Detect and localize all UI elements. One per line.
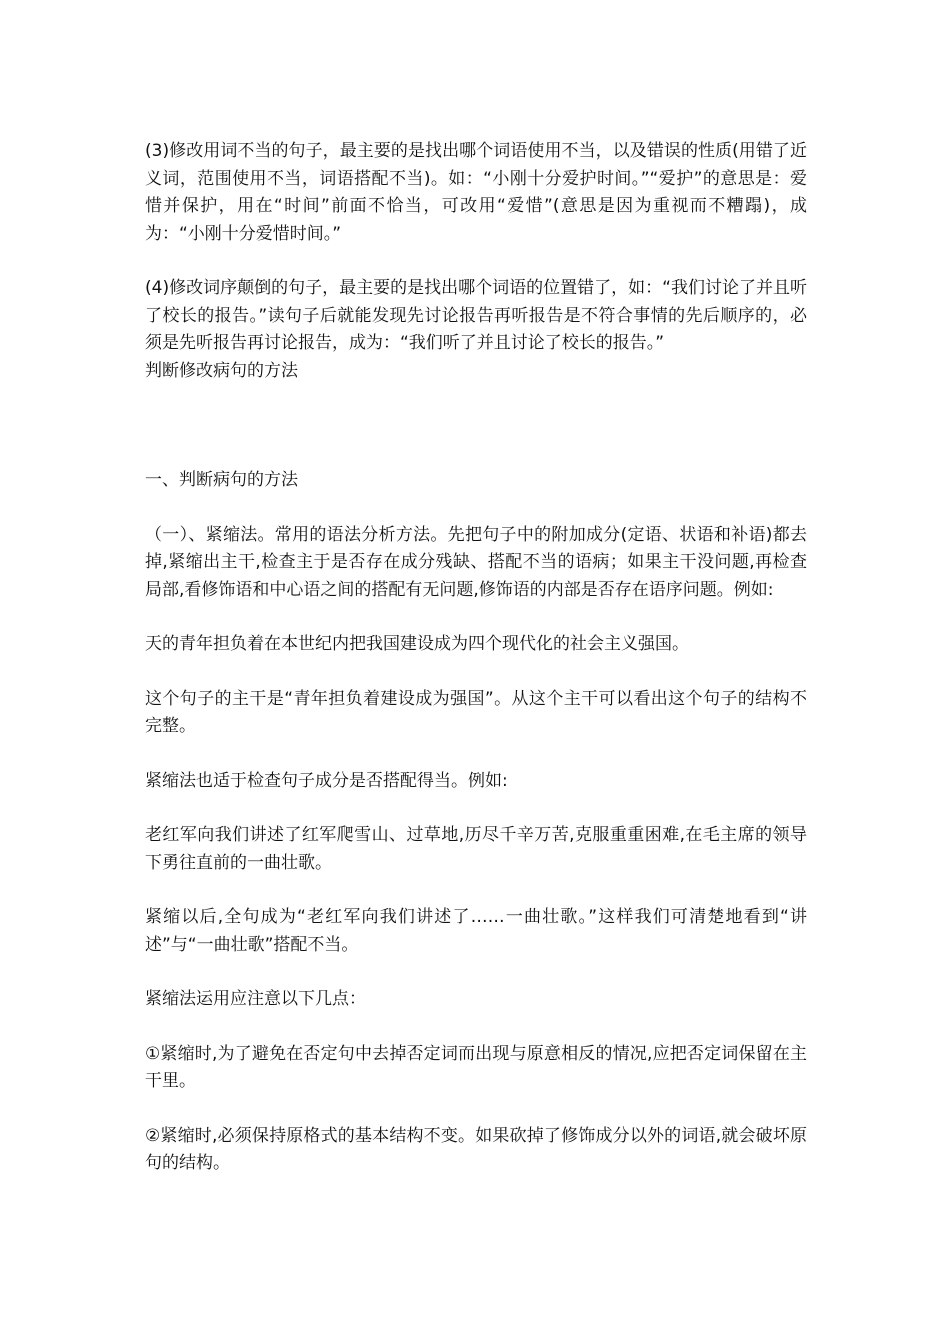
paragraph-analysis-2: 紧缩以后,全句成为“老红军向我们讲述了……一曲壮歌。”这样我们可清楚地看到“讲述”与“一曲壮歌”搭配不当。 (145, 907, 807, 955)
document-page (145, 138, 807, 1178)
paragraph-condense-method: （一）、紧缩法。常用的语法分析方法。先把句子中的附加成分(定语、状语和补语)都去掉,紧缩出主干,检查主于是否存在成分残缺、搭配不当的语病；如果主干没问题,再检查局部,看修饰语和中心语之间的搭配有无问题,修饰语的内部是否存在语序问题。例如: (145, 524, 807, 600)
paragraph-example-1: 天的青年担负着在本世纪内把我国建设成为四个现代化的社会主义强国。 (145, 634, 689, 654)
section-heading-methods: 判断修改病句的方法 (145, 360, 298, 381)
paragraph-notes-heading: 紧缩法运用应注意以下几点： (145, 989, 366, 1009)
paragraph-note-2: ②紧缩时,必须保持原格式的基本结构不变。如果砍掉了修饰成分以外的词语,就会破坏原句的结构。 (145, 1125, 807, 1173)
paragraph-word-order: (4)修改词序颠倒的句子，最主要的是找出哪个词语的位置错了，如：“我们讨论了并且听了校长的报告。”读句子后就能发现先讨论报告再听报告是不符合事情的先后顺序的，必须是先听报告再讨论报告，成为：“我们听了并且讨论了校长的报告。” (145, 278, 807, 353)
section-heading-judging: 一、判断病句的方法 (145, 470, 298, 490)
paragraph-note-1: ①紧缩时,为了避免在否定句中去掉否定词而出现与原意相反的情况,应把否定词保留在主干里。 (145, 1043, 807, 1091)
paragraph-word-misuse: (3)修改用词不当的句子，最主要的是找出哪个词语使用不当，以及错误的性质(用错了近义词，范围使用不当，词语搭配不当)。如：“小刚十分爱护时间。”“爱护”的意思是：爱惜并保护，用在“时间”前面不恰当，可改用“爱惜”(意思是因为重视而不糟蹋)，成为：“小刚十分爱惜时间。” (145, 141, 807, 244)
paragraph-example-2: 老红军向我们讲述了红军爬雪山、过草地,历尽千辛万苦,克服重重困难,在毛主席的领导下勇往直前的一曲壮歌。 (145, 825, 807, 873)
paragraph-condense-collocation: 紧缩法也适于检查句子成分是否搭配得当。例如: (145, 770, 508, 791)
paragraph-analysis-1: 这个句子的主干是“青年担负着建设成为强国”。从这个主干可以看出这个句子的结构不完整。 (145, 688, 807, 736)
